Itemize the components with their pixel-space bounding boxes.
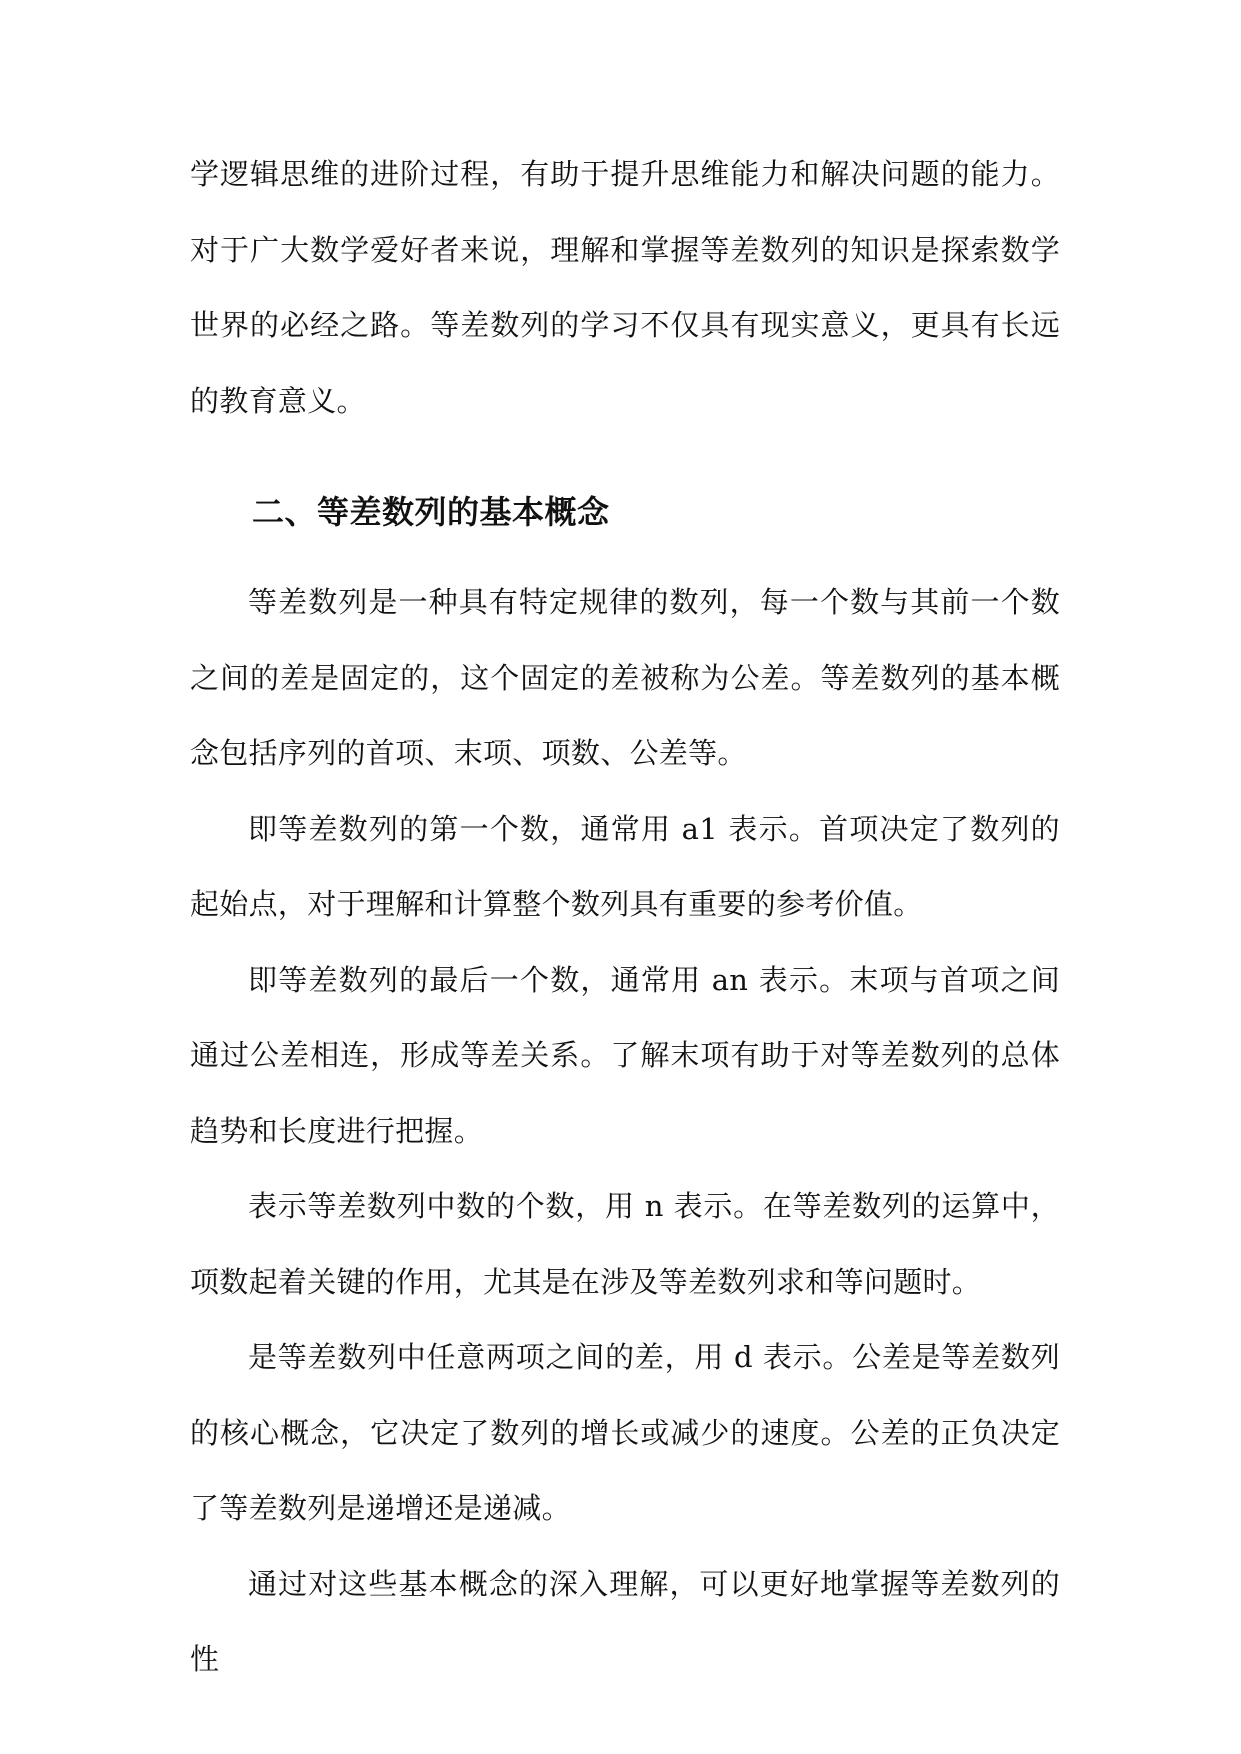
section-heading: 二、等差数列的基本概念: [252, 493, 610, 531]
paragraph-common-difference: 是等差数列中任意两项之间的差，用 d 表示。公差是等差数列的核心概念，它决定了数列的增长或减少的速度。公差的正负决定了等差数列是递增还是递减。: [190, 1340, 1060, 1525]
paragraph-first-term: 即等差数列的第一个数，通常用 a1 表示。首项决定了数列的起始点，对于理解和计算整个数列具有重要的参考价值。: [190, 811, 1060, 921]
paragraph-number-of-terms: 表示等差数列中数的个数，用 n 表示。在等差数列的运算中，项数起着关键的作用，尤其是在涉及等差数列求和等问题时。: [190, 1189, 1060, 1299]
paragraph-summary: 通过对这些基本概念的深入理解，可以更好地掌握等差数列的性: [190, 1566, 1060, 1676]
document-body: [190, 137, 1060, 1698]
paragraph-continuation: 学逻辑思维的进阶过程，有助于提升思维能力和解决问题的能力。对于广大数学爱好者来说，理解和掌握等差数列的知识是探索数学世界的必经之路。等差数列的学习不仅具有现实意义，更具有长远的教育意义。: [190, 157, 1060, 418]
paragraph-definition: 等差数列是一种具有特定规律的数列，每一个数与其前一个数之间的差是固定的，这个固定的差被称为公差。等差数列的基本概念包括序列的首项、末项、项数、公差等。: [190, 585, 1060, 770]
paragraph-last-term: 即等差数列的最后一个数，通常用 an 表示。末项与首项之间通过公差相连，形成等差关系。了解末项有助于对等差数列的总体趋势和长度进行把握。: [190, 962, 1060, 1148]
